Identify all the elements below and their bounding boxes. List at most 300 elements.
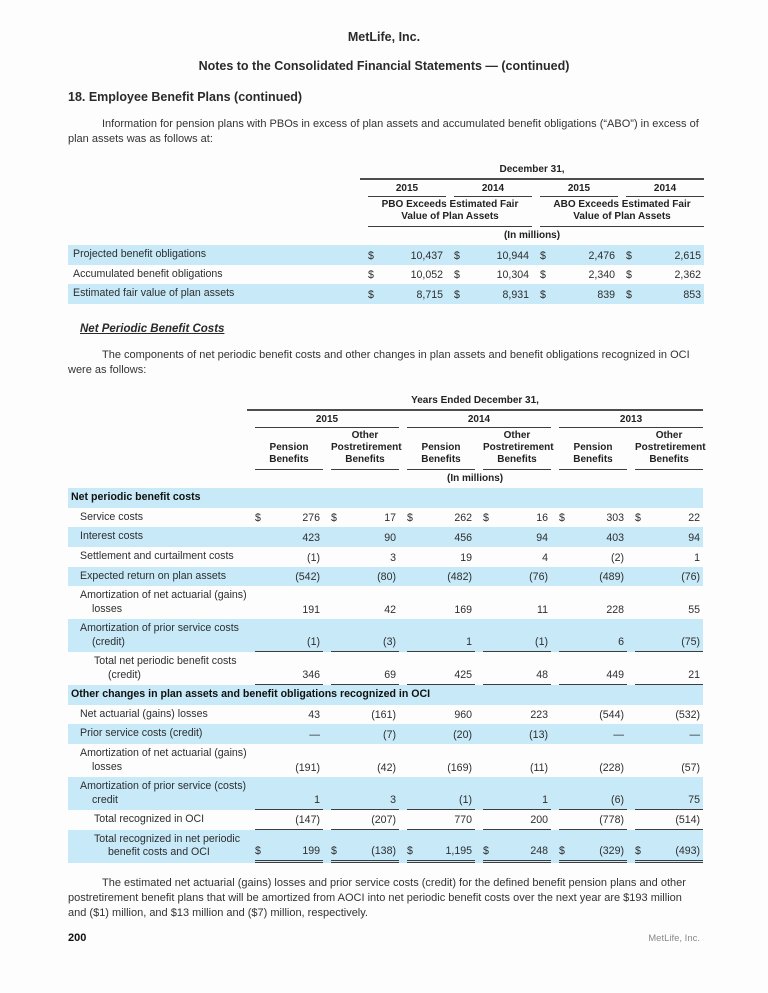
net-periodic-benefit-costs-heading: Net Periodic Benefit Costs	[80, 322, 225, 335]
value-cell	[551, 619, 627, 652]
value-cell	[323, 567, 399, 587]
row-label: Total recognized in net periodic benefit costs and OCI	[68, 830, 247, 863]
currency-symbol: $	[454, 288, 460, 301]
benefit-type-label: Other Postretirement Benefits	[483, 428, 551, 470]
company-title: MetLife, Inc.	[347, 30, 421, 44]
page-footer	[68, 932, 700, 944]
value-cell	[551, 547, 627, 567]
value-cell	[323, 777, 399, 810]
group-label: ABO Exceeds Estimated Fair Value of Plan Assets	[540, 197, 704, 227]
value: 10,944	[496, 249, 529, 262]
footer-company: MetLife, Inc.	[648, 933, 700, 944]
closing-paragraph: The estimated net actuarial (gains) losses and prior service costs (credit) for the defined benefit pension plans and other postretirement benefit plans that will be amortized from AOCI into net periodic benefit costs over the next year are $193 million and ($1) million, and $13 million and ($7) million, respectively.	[68, 876, 686, 920]
data-row	[68, 777, 703, 810]
data-row	[68, 830, 703, 863]
value: (544)	[599, 709, 624, 722]
spacer-cell	[68, 197, 360, 227]
value: 11	[537, 604, 548, 617]
value-cell	[551, 705, 627, 725]
value-cell	[323, 508, 399, 528]
row-label: Amortization of net actuarial (gains) losses	[80, 746, 247, 773]
currency-symbol: $	[454, 249, 460, 262]
section-heading: 18. Employee Benefit Plans (continued)	[68, 90, 303, 104]
currency-symbol: $	[368, 269, 374, 282]
currency-symbol: $	[626, 269, 632, 282]
value-cell	[627, 586, 703, 619]
value: 10,304	[496, 269, 529, 282]
value-cell	[247, 744, 323, 777]
value: 8,715	[416, 288, 443, 301]
data-row	[68, 508, 703, 528]
value: 1,195	[445, 844, 472, 857]
value-cell	[627, 810, 703, 830]
value: (542)	[295, 571, 320, 584]
year-label: 2014	[407, 411, 551, 428]
value: 22	[688, 512, 701, 525]
data-row	[68, 527, 703, 547]
data-row	[68, 586, 703, 619]
value-cell	[323, 586, 399, 619]
value: —	[613, 728, 624, 741]
value-cell	[323, 547, 399, 567]
date-header: Years Ended December 31,	[247, 395, 703, 410]
value: (7)	[383, 728, 396, 741]
value: (207)	[371, 813, 396, 826]
year-label: 2013	[559, 411, 703, 428]
row-label: Net actuarial (gains) losses	[80, 707, 208, 720]
value: 456	[454, 531, 472, 544]
value-cell	[360, 265, 446, 285]
net-periodic-benefit-costs-table	[68, 395, 706, 862]
value: 276	[302, 512, 320, 525]
value-cell	[627, 830, 703, 863]
value: 2,340	[588, 269, 615, 282]
data-row	[68, 245, 704, 265]
value-cell	[475, 527, 551, 547]
row-label: Amortization of prior service costs (credit)	[68, 619, 247, 652]
value: (6)	[611, 794, 624, 807]
value-cell	[475, 567, 551, 587]
value: 21	[688, 669, 701, 682]
value: (147)	[295, 813, 320, 826]
row-label: Total net periodic benefit costs (credit)	[94, 655, 237, 681]
row-label: Expected return on plan assets	[68, 567, 247, 587]
value: (3)	[383, 636, 396, 649]
year-column-header	[618, 179, 704, 197]
value: 75	[688, 794, 701, 807]
value: 248	[530, 844, 548, 857]
currency-symbol: $	[559, 512, 565, 525]
benefit-type-header	[627, 428, 706, 470]
benefit-type-label: Pension Benefits	[407, 440, 475, 470]
value: (489)	[599, 571, 624, 584]
currency-symbol: $	[483, 844, 489, 857]
currency-symbol: $	[454, 269, 460, 282]
value-cell	[323, 810, 399, 830]
data-row	[68, 265, 704, 285]
section-header-row	[68, 685, 703, 705]
benefit-type-header	[475, 428, 554, 470]
row-label: Estimated fair value of plan assets	[68, 284, 360, 304]
value: 1	[694, 551, 701, 564]
value: 1	[542, 794, 548, 807]
value: (169)	[447, 762, 472, 775]
value: (75)	[681, 636, 701, 649]
value-cell	[627, 705, 703, 725]
row-label: Prior service costs (credit)	[68, 724, 247, 744]
year-header-row	[68, 410, 703, 428]
units-row	[68, 470, 703, 488]
spacer-cell	[68, 164, 360, 179]
value: 2,615	[674, 249, 702, 262]
value-cell	[247, 810, 323, 830]
value-cell	[446, 284, 532, 304]
data-row	[68, 744, 703, 777]
value: 55	[688, 604, 701, 617]
value-cell	[360, 245, 446, 265]
value: 3	[390, 551, 396, 564]
currency-symbol: $	[540, 288, 546, 301]
value: (57)	[681, 762, 701, 775]
year-column-header	[399, 410, 551, 428]
value-cell	[247, 830, 323, 863]
value: (161)	[371, 709, 396, 722]
group-label: PBO Exceeds Estimated Fair Value of Plan Assets	[368, 197, 532, 227]
value: 262	[454, 512, 472, 525]
data-row	[68, 284, 704, 304]
value: (138)	[371, 844, 396, 857]
value-cell	[532, 265, 618, 285]
value-cell	[551, 567, 627, 587]
benefit-type-label: Pension Benefits	[255, 440, 323, 470]
data-row	[68, 705, 703, 725]
currency-symbol: $	[368, 288, 374, 301]
value-cell	[475, 508, 551, 528]
value: 48	[536, 669, 548, 682]
value-cell	[551, 724, 627, 744]
value-cell	[399, 724, 475, 744]
value-cell	[475, 744, 551, 777]
row-label: Other changes in plan assets and benefit obligations recognized in OCI	[68, 685, 703, 705]
value-cell	[399, 810, 475, 830]
benefit-type-header-row	[68, 428, 703, 470]
currency-symbol: $	[331, 844, 337, 857]
benefit-type-header	[399, 428, 475, 470]
data-row	[68, 619, 703, 652]
row-label: Interest costs	[68, 527, 247, 547]
intro-paragraph: Information for pension plans with PBOs in excess of plan assets and accumulated benefit obligations (“ABO”) in excess of plan assets was as follows at:	[68, 118, 699, 146]
value-cell	[627, 744, 703, 777]
value: 960	[454, 709, 472, 722]
value: —	[309, 728, 320, 741]
value-cell	[323, 830, 399, 863]
value: 94	[688, 531, 701, 544]
date-header-row	[68, 395, 703, 410]
value-cell	[475, 652, 551, 685]
row-label: Amortization of prior service (costs) credit	[68, 777, 247, 810]
value-cell	[399, 567, 475, 587]
components-paragraph: The components of net periodic benefit costs and other changes in plan assets and benefit obligations recognized in OCI were as follows:	[68, 348, 690, 377]
value-cell	[627, 619, 703, 652]
value-cell	[399, 652, 475, 685]
value: 3	[390, 794, 396, 807]
value-cell	[399, 586, 475, 619]
value: 4	[542, 551, 548, 564]
value: (42)	[377, 762, 396, 775]
value-cell	[399, 744, 475, 777]
benefit-type-header	[551, 428, 627, 470]
row-label: Projected benefit obligations	[68, 245, 360, 265]
value-cell	[627, 724, 703, 744]
value: 2,362	[674, 269, 702, 282]
value: 191	[302, 604, 320, 617]
value: 1	[314, 794, 320, 807]
page-number: 200	[68, 932, 87, 944]
value-cell	[551, 527, 627, 547]
value-cell	[551, 744, 627, 777]
value-cell	[475, 547, 551, 567]
row-label: Accumulated benefit obligations	[73, 267, 223, 280]
value-cell	[323, 619, 399, 652]
currency-symbol: $	[635, 844, 641, 857]
value: (191)	[295, 762, 320, 775]
net-periodic-table-body	[68, 488, 703, 862]
value-cell	[627, 652, 703, 685]
value: 853	[683, 288, 702, 301]
value: 839	[597, 288, 615, 301]
year-column-header	[247, 410, 399, 428]
currency-symbol: $	[255, 512, 261, 525]
value-cell	[618, 284, 704, 304]
value-cell	[247, 724, 323, 744]
value: 43	[308, 709, 320, 722]
value: 403	[606, 531, 624, 544]
value-cell	[323, 527, 399, 547]
year-label: 2015	[368, 180, 446, 197]
year-column-header	[551, 410, 703, 428]
pension-abo-table	[68, 164, 704, 304]
spacer-cell	[68, 395, 247, 410]
value-cell	[399, 705, 475, 725]
value: 16	[536, 512, 548, 525]
benefit-type-header	[323, 428, 402, 470]
value: (1)	[307, 551, 320, 564]
currency-symbol: $	[255, 844, 261, 857]
value-cell	[551, 810, 627, 830]
currency-symbol: $	[407, 844, 413, 857]
currency-symbol: $	[626, 249, 632, 262]
pension-abo-table-header	[68, 164, 704, 245]
value-cell	[399, 619, 475, 652]
value: 423	[302, 531, 320, 544]
value: (482)	[447, 571, 472, 584]
value: 346	[302, 669, 320, 682]
units-row	[68, 227, 704, 245]
value: 303	[606, 512, 624, 525]
currency-symbol: $	[331, 512, 337, 525]
value-cell	[360, 284, 446, 304]
year-label: 2015	[540, 180, 618, 197]
spacer-cell	[68, 179, 360, 197]
date-header: December 31,	[360, 164, 704, 179]
year-column-header	[532, 179, 618, 197]
net-periodic-table-header	[68, 395, 706, 488]
value-cell	[247, 586, 323, 619]
value-cell	[475, 777, 551, 810]
data-row	[68, 724, 703, 744]
value: (514)	[675, 813, 701, 826]
data-row	[68, 810, 703, 830]
value-cell	[323, 652, 399, 685]
value: 199	[302, 844, 320, 857]
spacer-cell	[68, 428, 247, 470]
value: 42	[384, 604, 396, 617]
value: 17	[384, 512, 396, 525]
value: (228)	[599, 762, 624, 775]
value: (13)	[529, 728, 548, 741]
value: (11)	[529, 762, 548, 775]
value-cell	[627, 508, 703, 528]
value: 2,476	[588, 249, 615, 262]
value: 10,052	[410, 269, 443, 282]
value-cell	[399, 547, 475, 567]
document-title: Notes to the Consolidated Financial Statements — (continued)	[198, 59, 570, 73]
data-row	[68, 652, 703, 685]
value-cell	[532, 284, 618, 304]
value-cell	[551, 586, 627, 619]
data-row	[68, 547, 703, 567]
value: 169	[454, 604, 472, 617]
value-cell	[247, 508, 323, 528]
value: (76)	[681, 571, 701, 584]
value: (329)	[599, 844, 624, 857]
group-header-row	[68, 197, 704, 227]
value: (1)	[307, 636, 320, 649]
spacer-cell	[68, 470, 247, 488]
section-header-row	[68, 488, 703, 508]
benefit-type-label: Other Postretirement Benefits	[331, 428, 399, 470]
date-header-row	[68, 164, 704, 179]
spacer-cell	[68, 227, 360, 245]
value-cell	[399, 777, 475, 810]
units-label: (In millions)	[503, 230, 561, 242]
currency-symbol: $	[635, 512, 641, 525]
currency-symbol: $	[559, 844, 565, 857]
value-cell	[247, 777, 323, 810]
year-label: 2014	[626, 180, 704, 197]
benefit-type-header	[247, 428, 323, 470]
value-cell	[627, 527, 703, 547]
value: 90	[384, 531, 396, 544]
value: (493)	[675, 844, 701, 857]
value: 223	[530, 709, 548, 722]
currency-symbol: $	[540, 249, 546, 262]
row-label: Amortization of net actuarial (gains) losses	[80, 589, 247, 615]
currency-symbol: $	[540, 269, 546, 282]
value: (76)	[529, 571, 548, 584]
value: (2)	[611, 551, 624, 564]
value: (1)	[535, 636, 548, 649]
value: 200	[530, 813, 548, 826]
row-label: Total recognized in OCI	[94, 813, 205, 826]
value: 425	[454, 669, 472, 682]
value: (778)	[599, 813, 624, 826]
value-cell	[475, 830, 551, 863]
value-cell	[323, 724, 399, 744]
units-label: (In millions)	[446, 473, 504, 485]
value: (80)	[377, 571, 396, 584]
year-column-header	[360, 179, 446, 197]
value: 6	[618, 636, 624, 649]
value-cell	[399, 527, 475, 547]
data-row	[68, 567, 703, 587]
value: —	[689, 728, 701, 741]
value-cell	[551, 652, 627, 685]
pension-abo-table-body	[68, 245, 704, 304]
value-cell	[399, 830, 475, 863]
value-cell	[247, 547, 323, 567]
spacer-cell	[68, 410, 247, 428]
value-cell	[551, 508, 627, 528]
value-cell	[399, 508, 475, 528]
value: (532)	[675, 709, 701, 722]
value-cell	[618, 265, 704, 285]
value-cell	[247, 619, 323, 652]
value-cell	[475, 619, 551, 652]
value-cell	[618, 245, 704, 265]
benefit-type-label: Other Postretirement Benefits	[635, 428, 703, 470]
value-cell	[247, 705, 323, 725]
year-label: 2015	[255, 411, 399, 428]
value-cell	[475, 810, 551, 830]
value-cell	[475, 586, 551, 619]
value-cell	[627, 547, 703, 567]
year-column-header	[446, 179, 532, 197]
value: (1)	[459, 794, 472, 807]
value-cell	[532, 245, 618, 265]
value: 19	[460, 551, 472, 564]
value-cell	[323, 744, 399, 777]
value-cell	[551, 830, 627, 863]
value-cell	[446, 245, 532, 265]
group-column-header	[532, 197, 704, 227]
value-cell	[323, 705, 399, 725]
value-cell	[247, 527, 323, 547]
currency-symbol: $	[368, 249, 374, 262]
value-cell	[475, 705, 551, 725]
value-cell	[247, 567, 323, 587]
value: 69	[384, 669, 396, 682]
value: 8,931	[502, 288, 529, 301]
group-column-header	[360, 197, 532, 227]
value: 228	[606, 604, 624, 617]
row-label: Settlement and curtailment costs	[80, 549, 234, 562]
currency-symbol: $	[407, 512, 413, 525]
benefit-type-label: Pension Benefits	[559, 440, 627, 470]
year-header-row	[68, 179, 704, 197]
value: 770	[454, 813, 472, 826]
year-label: 2014	[454, 180, 532, 197]
value-cell	[475, 724, 551, 744]
value-cell	[446, 265, 532, 285]
value-cell	[247, 652, 323, 685]
currency-symbol: $	[626, 288, 632, 301]
value: 10,437	[410, 249, 443, 262]
value: 94	[536, 531, 548, 544]
row-label: Net periodic benefit costs	[68, 488, 703, 508]
value-cell	[627, 567, 703, 587]
value: (20)	[453, 728, 472, 741]
